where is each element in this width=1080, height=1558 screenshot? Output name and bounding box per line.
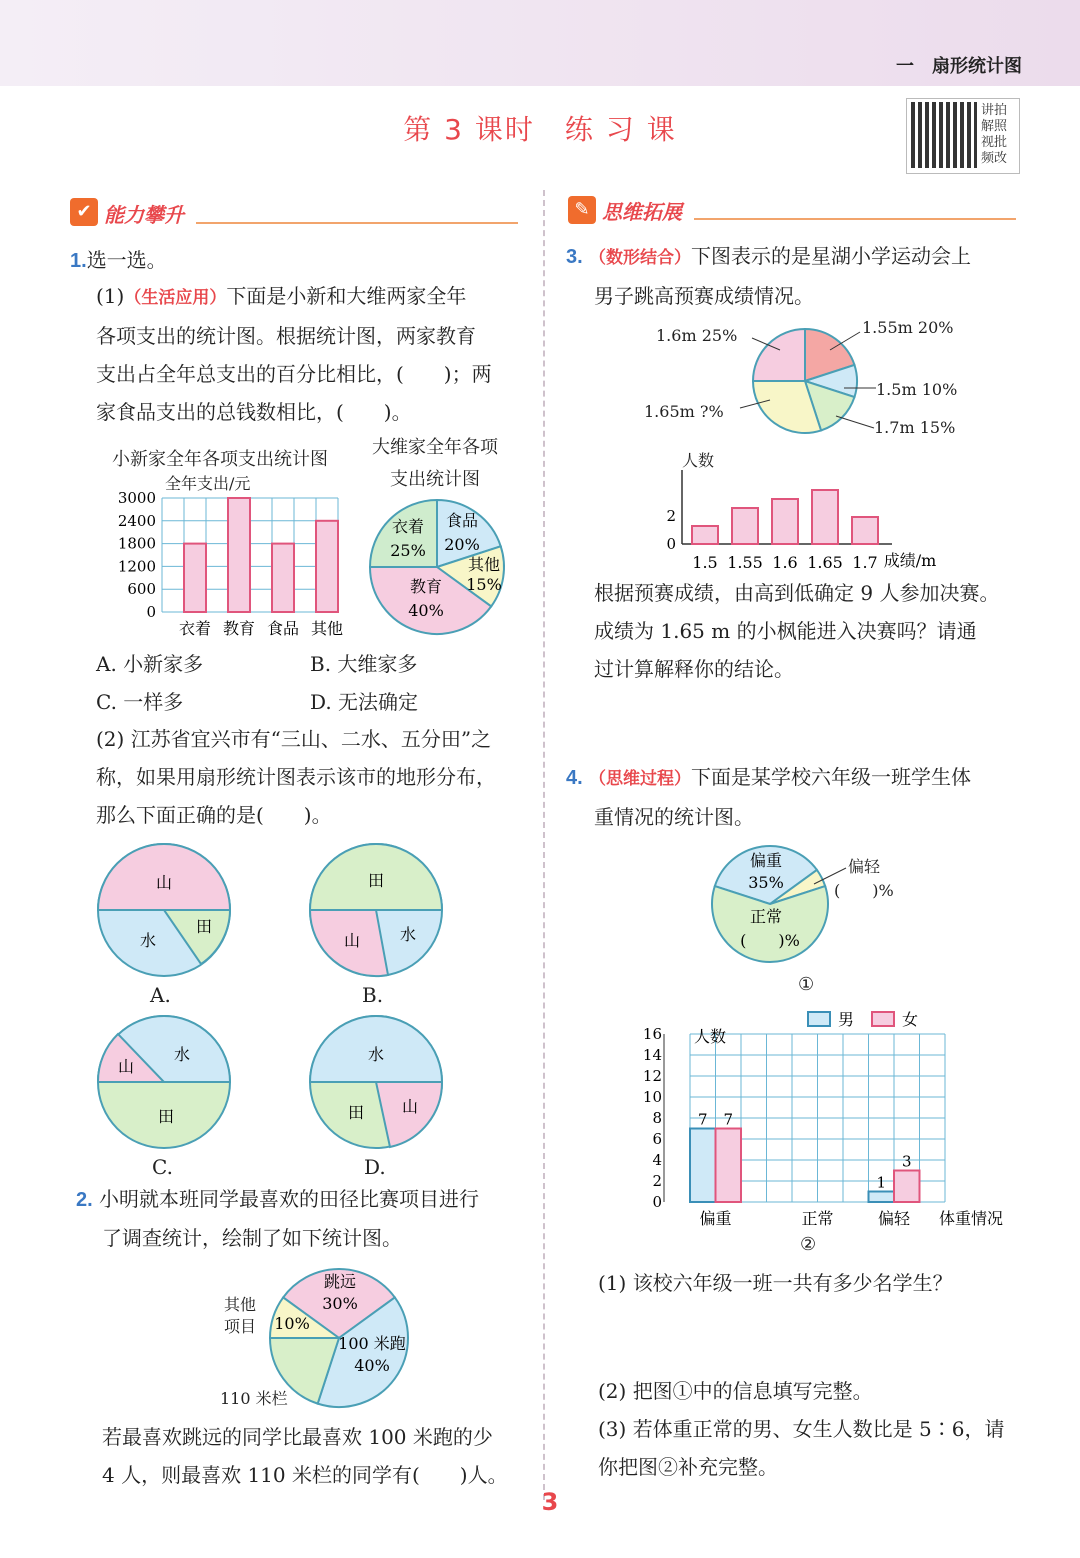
x-tick: 1.55 bbox=[727, 553, 763, 572]
x-label: 成绩/m bbox=[883, 551, 937, 570]
pie-pct: 20% bbox=[444, 535, 480, 554]
lesson-title: 第 3 课时 练 习 课 bbox=[403, 113, 677, 146]
y-tick: 0 bbox=[146, 603, 156, 621]
q1-p1-line: 下面是小新和大维两家全年 bbox=[226, 284, 467, 308]
q4-text bbox=[566, 758, 1036, 836]
option-d[interactable]: D. 无法确定 bbox=[310, 690, 419, 714]
q3-tag: （数形结合） bbox=[589, 248, 692, 268]
pie-label: 教育 bbox=[409, 577, 443, 596]
label-water: 水 bbox=[367, 1045, 385, 1064]
q4-sub1: (1) 该校六年级一班一共有多少名学生？ bbox=[598, 1271, 953, 1295]
hurdles-label: 110 米栏 bbox=[220, 1389, 288, 1408]
label-mountain: 山 bbox=[401, 1097, 419, 1116]
label-field: 田 bbox=[195, 917, 213, 936]
other-label-1: 其他 bbox=[224, 1295, 257, 1314]
bar bbox=[692, 526, 718, 544]
bar bbox=[228, 498, 250, 612]
x-tick: 1.6 bbox=[772, 553, 798, 572]
option-b[interactable]: B. 大维家多 bbox=[310, 652, 418, 676]
x-tick: 偏重 bbox=[699, 1209, 732, 1228]
y-tick: 6 bbox=[652, 1130, 662, 1148]
light-leader-line bbox=[800, 862, 850, 892]
q4-sub2: (2) 把图①中的信息填写完整。 bbox=[598, 1379, 873, 1403]
q3-question bbox=[594, 574, 1044, 688]
pie-pct: 40% bbox=[408, 601, 444, 620]
legend-label-male: 男 bbox=[838, 1010, 855, 1029]
q3-line: 下图表示的是星湖小学运动会上 bbox=[691, 244, 972, 268]
x-label: 体重情况 bbox=[938, 1209, 1004, 1228]
q2-footer-line: 4 人，则最喜欢 110 米栏的同学有( )人。 bbox=[102, 1463, 508, 1487]
q1-title: 选一选。 bbox=[86, 248, 167, 272]
pie-pct: ( )% bbox=[740, 931, 800, 950]
label-field: 田 bbox=[157, 1107, 175, 1126]
bar bbox=[272, 544, 294, 612]
xiaoxin-bar-chart bbox=[100, 488, 350, 638]
q1-heading bbox=[70, 241, 167, 280]
x-tick: 食品 bbox=[266, 619, 300, 638]
q3-q-line: 成绩为 1.65 m 的小枫能进入决赛吗？请通 bbox=[594, 619, 977, 643]
pie-pct: 30% bbox=[322, 1294, 358, 1313]
pie-label: 食品 bbox=[445, 511, 479, 530]
pie-pct: 25% bbox=[390, 541, 426, 560]
pie-label: 正常 bbox=[749, 907, 783, 926]
bar bbox=[772, 499, 798, 544]
label-mountain: 山 bbox=[343, 931, 361, 950]
y-tick: 1800 bbox=[117, 534, 156, 553]
x-tick: 偏轻 bbox=[877, 1209, 911, 1228]
x-tick: 1.5 bbox=[692, 553, 718, 572]
q1-p1-tag: （生活应用） bbox=[124, 288, 227, 308]
label-mountain: 山 bbox=[155, 873, 173, 892]
q4-sub3-line: (3) 若体重正常的男、女生人数比是 5∶6，请 bbox=[598, 1417, 1005, 1441]
jump-bar-ylabel: 人数 bbox=[682, 451, 715, 470]
section-title-left: 能力攀升 bbox=[104, 203, 184, 227]
thinking-icon: ✎ bbox=[568, 196, 596, 224]
label-water: 水 bbox=[173, 1045, 191, 1064]
y-tick: 3000 bbox=[117, 489, 156, 507]
y-tick: 2 bbox=[666, 507, 676, 525]
q2-line: 了调查统计，绘制了如下统计图。 bbox=[102, 1226, 402, 1250]
fig2-label: ② bbox=[800, 1234, 817, 1255]
pie-chart-title-line1: 大维家全年各项 bbox=[372, 437, 498, 458]
weight-pie-chart bbox=[708, 842, 832, 966]
y-tick: 2400 bbox=[117, 511, 156, 530]
section-title-right: 思维拓展 bbox=[602, 200, 682, 224]
weight-bar-chart bbox=[630, 1004, 1004, 1234]
q4-sub3 bbox=[598, 1410, 1048, 1486]
qr-icon bbox=[911, 102, 977, 168]
x-tick: 1.7 bbox=[852, 553, 878, 572]
pie-pct: 40% bbox=[354, 1356, 390, 1375]
section-underline bbox=[694, 218, 1016, 220]
q2-number: 2. bbox=[76, 1189, 93, 1211]
circle-option-a[interactable] bbox=[96, 842, 232, 978]
bar bbox=[852, 517, 878, 544]
bar bbox=[690, 1129, 716, 1203]
light-label: 偏轻 bbox=[848, 857, 881, 876]
x-tick: 1.65 bbox=[807, 553, 843, 572]
sport-pie-chart bbox=[266, 1265, 412, 1411]
section-underline bbox=[196, 222, 518, 224]
data-label: 1 bbox=[876, 1173, 887, 1192]
q2-footer-line: 若最喜欢跳远的同学比最喜欢 100 米跑的少 bbox=[102, 1425, 493, 1449]
y-tick: 600 bbox=[127, 580, 156, 599]
q1-p2-line: 那么下面正确的是( )。 bbox=[96, 803, 332, 827]
bar bbox=[869, 1192, 895, 1203]
pie-label: 跳远 bbox=[323, 1272, 357, 1291]
legend-swatch-female bbox=[872, 1012, 894, 1026]
circle-label-d: D. bbox=[364, 1155, 386, 1179]
bar bbox=[316, 521, 338, 612]
y-tick: 10 bbox=[642, 1088, 662, 1106]
pie-chart-title-line2: 支出统计图 bbox=[390, 469, 480, 490]
q1-p1-line: 各项支出的统计图。根据统计图，两家教育 bbox=[96, 324, 476, 348]
ability-icon: ✔ bbox=[70, 198, 98, 226]
y-tick: 0 bbox=[666, 535, 676, 553]
bar bbox=[812, 490, 838, 544]
q3-line: 男子跳高预赛成绩情况。 bbox=[594, 284, 814, 308]
pie-leader-lines bbox=[640, 326, 1020, 446]
pie-label: 偏重 bbox=[749, 851, 783, 870]
pie-label: 衣着 bbox=[391, 517, 425, 536]
q1-p1-label: (1) bbox=[96, 284, 125, 308]
x-tick: 其他 bbox=[310, 619, 344, 638]
q2-line: 小明就本班同学最喜欢的田径比赛项目进行 bbox=[99, 1187, 480, 1211]
y-tick: 16 bbox=[642, 1025, 662, 1043]
bar bbox=[894, 1171, 920, 1203]
q1-p1-line: 家食品支出的总钱数相比，( )。 bbox=[96, 400, 412, 424]
pie-label: 其他 bbox=[467, 555, 501, 574]
y-tick: 1200 bbox=[117, 557, 156, 576]
q2-footer bbox=[102, 1418, 542, 1494]
legend-swatch-male bbox=[808, 1012, 830, 1026]
y-tick: 8 bbox=[652, 1109, 662, 1127]
q1-part1-text bbox=[96, 277, 536, 431]
pie-label-1-6: 1.6m 25% bbox=[656, 326, 738, 345]
q3-q-line: 根据预赛成绩，由高到低确定 9 人参加决赛。 bbox=[594, 581, 1000, 605]
pie-label-1-65: 1.65m ?% bbox=[644, 402, 724, 421]
label-field: 田 bbox=[347, 1103, 365, 1122]
q4-line: 下面是某学校六年级一班学生体 bbox=[691, 765, 972, 789]
highjump-bar-chart bbox=[660, 470, 960, 570]
bar bbox=[716, 1129, 742, 1203]
x-tick: 衣着 bbox=[178, 619, 212, 638]
pie-label: 100 米跑 bbox=[338, 1334, 406, 1353]
q4-tag: （思维过程） bbox=[589, 769, 692, 789]
light-pct: ( )% bbox=[834, 881, 894, 900]
q1-p1-line: 支出占全年总支出的百分比相比，( )；两 bbox=[96, 362, 492, 386]
bar-chart-ylabel: 全年支出/元 bbox=[165, 474, 251, 493]
circle-option-b[interactable] bbox=[308, 842, 444, 978]
circle-label-c: C. bbox=[152, 1155, 173, 1179]
label-mountain: 山 bbox=[117, 1057, 135, 1076]
qr-code[interactable] bbox=[906, 98, 1020, 174]
circle-option-c[interactable] bbox=[96, 1014, 232, 1150]
pie-label-1-7: 1.7m 15% bbox=[874, 418, 956, 437]
y-tick: 12 bbox=[642, 1067, 662, 1085]
circle-option-d[interactable] bbox=[308, 1014, 444, 1150]
bar bbox=[732, 508, 758, 544]
bar bbox=[184, 544, 206, 612]
fig1-label: ① bbox=[798, 974, 815, 995]
label-water: 水 bbox=[399, 925, 417, 944]
x-tick: 教育 bbox=[222, 619, 256, 638]
dawei-pie-chart bbox=[366, 496, 508, 638]
y-label: 人数 bbox=[693, 1027, 727, 1046]
pie-pct: 35% bbox=[748, 873, 784, 892]
label-water: 水 bbox=[139, 931, 157, 950]
q1-p2-line: (2) 江苏省宜兴市有“三山、二水、五分田”之 bbox=[96, 727, 492, 751]
circle-label-b: B. bbox=[362, 983, 384, 1007]
q4-number: 4. bbox=[566, 767, 583, 789]
pie-pct: 15% bbox=[466, 575, 502, 594]
other-label-2: 项目 bbox=[224, 1317, 257, 1336]
q3-q-line: 过计算解释你的结论。 bbox=[594, 657, 794, 681]
option-c[interactable]: C. 一样多 bbox=[96, 690, 184, 714]
y-tick: 0 bbox=[652, 1193, 662, 1211]
q2-text bbox=[76, 1180, 536, 1257]
y-tick: 2 bbox=[652, 1172, 662, 1190]
legend-label-female: 女 bbox=[902, 1010, 919, 1029]
q1-number: 1. bbox=[70, 250, 87, 272]
y-tick: 14 bbox=[642, 1046, 662, 1064]
pie-label-1-55: 1.55m 20% bbox=[862, 318, 954, 337]
q4-line: 重情况的统计图。 bbox=[594, 805, 754, 829]
q3-number: 3. bbox=[566, 246, 583, 268]
data-label: 7 bbox=[723, 1110, 734, 1129]
chapter-title: 一 扇形统计图 bbox=[896, 56, 1022, 77]
data-label: 3 bbox=[901, 1152, 912, 1171]
pie-label-1-5: 1.5m 10% bbox=[876, 380, 958, 399]
x-tick: 正常 bbox=[801, 1209, 834, 1228]
q4-sub3-line: 你把图②补充完整。 bbox=[598, 1455, 778, 1479]
label-field: 田 bbox=[367, 871, 385, 890]
qr-label: 讲拍解照视批频改 bbox=[981, 103, 1008, 166]
bar-chart-title: 小新家全年各项支出统计图 bbox=[112, 449, 328, 470]
option-a[interactable]: A. 小新家多 bbox=[96, 652, 204, 676]
q1-part2-text bbox=[96, 720, 536, 834]
y-tick: 4 bbox=[652, 1151, 662, 1169]
q1-p2-line: 称，如果用扇形统计图表示该市的地形分布， bbox=[96, 765, 496, 789]
data-label: 7 bbox=[697, 1110, 708, 1129]
circle-label-a: A. bbox=[150, 983, 171, 1007]
pie-pct: 10% bbox=[274, 1314, 310, 1333]
q3-text bbox=[566, 237, 1036, 315]
column-divider bbox=[543, 190, 545, 1500]
page-number: 3 bbox=[541, 1488, 559, 1516]
